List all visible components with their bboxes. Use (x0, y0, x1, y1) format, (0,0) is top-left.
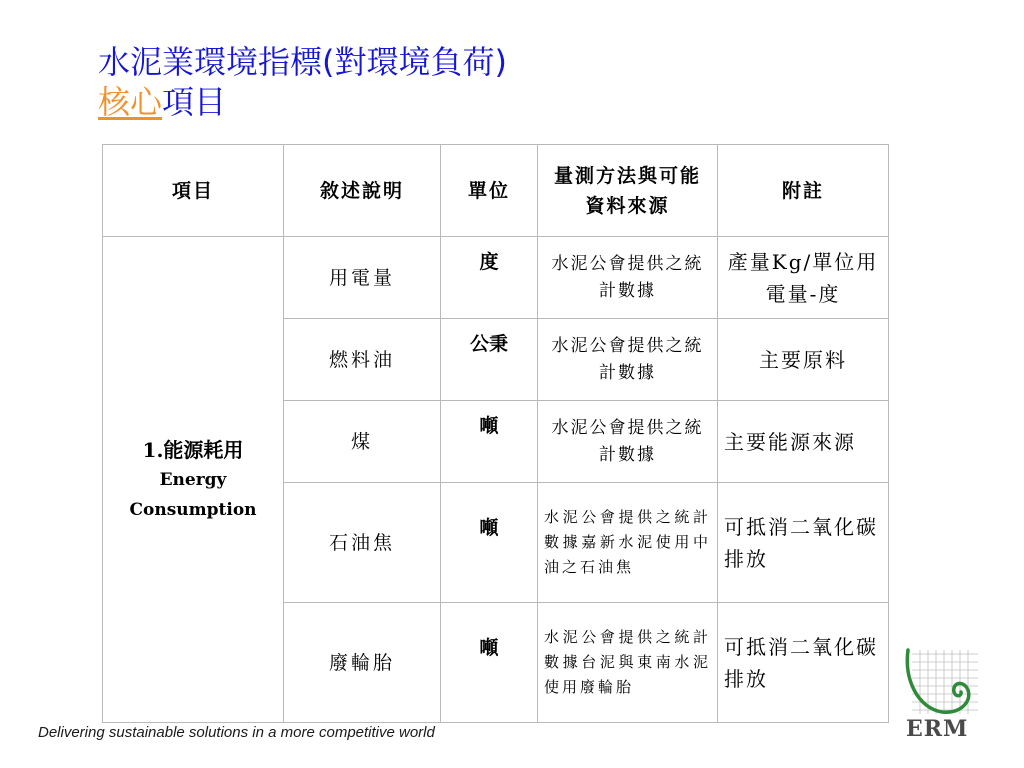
category-cell (103, 237, 284, 723)
header-unit: 單位 (441, 145, 538, 237)
header-description: 敘述說明 (284, 145, 441, 237)
header-method: 量測方法與可能資料來源 (538, 145, 718, 237)
method-cell: 水泥公會提供之統計數據嘉新水泥使用中油之石油焦 (538, 483, 718, 603)
slide-title (98, 42, 507, 122)
method-cell: 水泥公會提供之統計數據 (538, 237, 718, 319)
header-note: 附註 (718, 145, 889, 237)
footer-tagline: Delivering sustainable solutions in a more competitive world (38, 724, 435, 741)
category-zh: 1.能源耗用 (142, 437, 244, 462)
category-en-1: Energy (159, 469, 227, 490)
title-items-label: 項目 (162, 83, 227, 121)
note-cell: 可抵消二氧化碳排放 (718, 603, 889, 723)
note-cell: 主要原料 (718, 319, 889, 401)
method-cell: 水泥公會提供之統計數據 (538, 401, 718, 483)
note-cell: 產量Kg/單位用電量-度 (718, 237, 889, 319)
note-cell: 可抵消二氧化碳排放 (718, 483, 889, 603)
header-item: 項目 (103, 145, 284, 237)
category-en-2: Consumption (129, 499, 257, 520)
note-cell: 主要能源來源 (718, 401, 889, 483)
unit-cell: 噸 (441, 603, 538, 723)
description-cell: 廢輪胎 (284, 603, 441, 723)
title-line-1: 水泥業環境指標(對環境負荷) (98, 43, 507, 81)
table-header-row (103, 145, 889, 237)
title-core-label: 核心 (98, 83, 163, 121)
unit-cell: 度 (441, 237, 538, 319)
description-cell: 用電量 (284, 237, 441, 319)
unit-cell: 噸 (441, 483, 538, 603)
table-row (103, 237, 889, 319)
description-cell: 煤 (284, 401, 441, 483)
indicator-table (102, 144, 889, 723)
description-cell: 燃料油 (284, 319, 441, 401)
title-line-2 (98, 82, 507, 122)
unit-cell: 公秉 (441, 319, 538, 401)
method-cell: 水泥公會提供之統計數據 (538, 319, 718, 401)
method-cell: 水泥公會提供之統計數據台泥與東南水泥使用廢輪胎 (538, 603, 718, 723)
description-cell: 石油焦 (284, 483, 441, 603)
unit-cell: 噸 (441, 401, 538, 483)
erm-logo-text: ERM (906, 716, 969, 742)
